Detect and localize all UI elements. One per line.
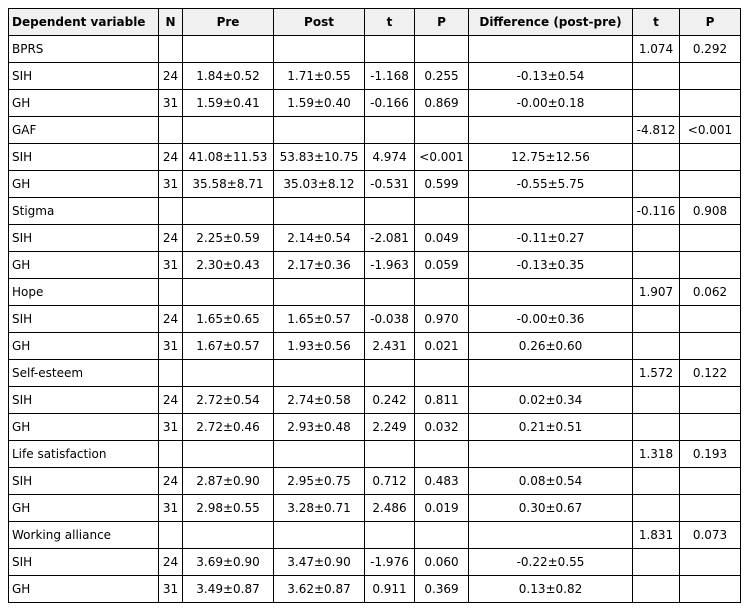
pre-value: 1.67±0.57 <box>183 333 274 360</box>
between-t-value: 1.831 <box>633 522 680 549</box>
empty-cell <box>183 441 274 468</box>
p-value: 0.049 <box>415 225 469 252</box>
header-difference: Difference (post-pre) <box>469 9 633 36</box>
empty-cell <box>183 36 274 63</box>
empty-cell <box>633 225 680 252</box>
post-value: 53.83±10.75 <box>274 144 365 171</box>
pre-value: 2.25±0.59 <box>183 225 274 252</box>
empty-cell <box>274 441 365 468</box>
n-value: 24 <box>159 63 183 90</box>
empty-cell <box>633 171 680 198</box>
t-value: -1.976 <box>365 549 415 576</box>
group-label: GH <box>9 90 159 117</box>
empty-cell <box>274 522 365 549</box>
header-p-between: P <box>680 9 741 36</box>
empty-cell <box>365 36 415 63</box>
empty-cell <box>159 198 183 225</box>
between-t-value: -4.812 <box>633 117 680 144</box>
empty-cell <box>415 36 469 63</box>
empty-cell <box>365 198 415 225</box>
group-row <box>9 198 741 225</box>
post-value: 2.95±0.75 <box>274 468 365 495</box>
variable-name: BPRS <box>9 36 159 63</box>
n-value: 24 <box>159 306 183 333</box>
empty-cell <box>680 252 741 279</box>
between-t-value: -0.116 <box>633 198 680 225</box>
empty-cell <box>633 576 680 603</box>
post-value: 3.47±0.90 <box>274 549 365 576</box>
empty-cell <box>469 279 633 306</box>
pre-value: 41.08±11.53 <box>183 144 274 171</box>
post-value: 35.03±8.12 <box>274 171 365 198</box>
post-value: 3.62±0.87 <box>274 576 365 603</box>
post-value: 3.28±0.71 <box>274 495 365 522</box>
p-value: 0.060 <box>415 549 469 576</box>
group-label: GH <box>9 171 159 198</box>
t-value: -0.038 <box>365 306 415 333</box>
empty-cell <box>415 198 469 225</box>
pre-value: 1.65±0.65 <box>183 306 274 333</box>
p-value: 0.970 <box>415 306 469 333</box>
empty-cell <box>159 279 183 306</box>
pre-value: 2.87±0.90 <box>183 468 274 495</box>
header-t-between: t <box>633 9 680 36</box>
group-label: SIH <box>9 549 159 576</box>
n-value: 31 <box>159 252 183 279</box>
empty-cell <box>365 360 415 387</box>
table-row <box>9 306 741 333</box>
n-value: 31 <box>159 414 183 441</box>
table-row <box>9 63 741 90</box>
empty-cell <box>183 198 274 225</box>
between-t-value: 1.572 <box>633 360 680 387</box>
n-value: 31 <box>159 90 183 117</box>
group-label: SIH <box>9 387 159 414</box>
n-value: 24 <box>159 144 183 171</box>
empty-cell <box>633 549 680 576</box>
t-value: 0.911 <box>365 576 415 603</box>
between-p-value: 0.908 <box>680 198 741 225</box>
pre-value: 1.59±0.41 <box>183 90 274 117</box>
t-value: 4.974 <box>365 144 415 171</box>
post-value: 2.93±0.48 <box>274 414 365 441</box>
p-value: 0.369 <box>415 576 469 603</box>
group-label: GH <box>9 414 159 441</box>
t-value: 2.431 <box>365 333 415 360</box>
table-row <box>9 414 741 441</box>
empty-cell <box>159 117 183 144</box>
table-row <box>9 576 741 603</box>
between-p-value: 0.292 <box>680 36 741 63</box>
variable-name: Life satisfaction <box>9 441 159 468</box>
header-t-within: t <box>365 9 415 36</box>
n-value: 24 <box>159 549 183 576</box>
difference-value: -0.13±0.54 <box>469 63 633 90</box>
empty-cell <box>159 36 183 63</box>
p-value: 0.599 <box>415 171 469 198</box>
p-value: <0.001 <box>415 144 469 171</box>
table-row <box>9 144 741 171</box>
pre-value: 3.49±0.87 <box>183 576 274 603</box>
variable-name: Stigma <box>9 198 159 225</box>
difference-value: 0.26±0.60 <box>469 333 633 360</box>
empty-cell <box>469 441 633 468</box>
empty-cell <box>680 549 741 576</box>
table-row <box>9 333 741 360</box>
table-row <box>9 387 741 414</box>
group-row <box>9 279 741 306</box>
empty-cell <box>680 90 741 117</box>
header-p-within: P <box>415 9 469 36</box>
group-label: GH <box>9 495 159 522</box>
empty-cell <box>183 360 274 387</box>
table-row <box>9 171 741 198</box>
n-value: 24 <box>159 387 183 414</box>
between-p-value: 0.122 <box>680 360 741 387</box>
n-value: 31 <box>159 576 183 603</box>
post-value: 2.17±0.36 <box>274 252 365 279</box>
empty-cell <box>159 441 183 468</box>
p-value: 0.032 <box>415 414 469 441</box>
difference-value: 12.75±12.56 <box>469 144 633 171</box>
pre-value: 1.84±0.52 <box>183 63 274 90</box>
group-label: SIH <box>9 468 159 495</box>
between-p-value: 0.193 <box>680 441 741 468</box>
p-value: 0.811 <box>415 387 469 414</box>
difference-value: -0.55±5.75 <box>469 171 633 198</box>
empty-cell <box>469 522 633 549</box>
results-table <box>8 8 741 603</box>
p-value: 0.019 <box>415 495 469 522</box>
table-row <box>9 549 741 576</box>
group-row <box>9 117 741 144</box>
empty-cell <box>633 144 680 171</box>
empty-cell <box>415 117 469 144</box>
empty-cell <box>274 279 365 306</box>
empty-cell <box>469 360 633 387</box>
empty-cell <box>415 279 469 306</box>
group-label: GH <box>9 252 159 279</box>
group-label: SIH <box>9 144 159 171</box>
between-t-value: 1.318 <box>633 441 680 468</box>
between-p-value: 0.073 <box>680 522 741 549</box>
group-row <box>9 441 741 468</box>
variable-name: GAF <box>9 117 159 144</box>
empty-cell <box>274 117 365 144</box>
p-value: 0.869 <box>415 90 469 117</box>
difference-value: 0.30±0.67 <box>469 495 633 522</box>
empty-cell <box>680 171 741 198</box>
difference-value: 0.08±0.54 <box>469 468 633 495</box>
empty-cell <box>274 198 365 225</box>
post-value: 1.59±0.40 <box>274 90 365 117</box>
variable-name: Hope <box>9 279 159 306</box>
post-value: 1.71±0.55 <box>274 63 365 90</box>
t-value: 0.712 <box>365 468 415 495</box>
n-value: 24 <box>159 468 183 495</box>
post-value: 2.14±0.54 <box>274 225 365 252</box>
n-value: 31 <box>159 495 183 522</box>
empty-cell <box>183 279 274 306</box>
empty-cell <box>633 495 680 522</box>
empty-cell <box>469 36 633 63</box>
difference-value: -0.13±0.35 <box>469 252 633 279</box>
empty-cell <box>183 117 274 144</box>
group-label: SIH <box>9 306 159 333</box>
difference-value: -0.22±0.55 <box>469 549 633 576</box>
pre-value: 2.30±0.43 <box>183 252 274 279</box>
variable-name: Self-esteem <box>9 360 159 387</box>
empty-cell <box>274 360 365 387</box>
empty-cell <box>680 495 741 522</box>
group-row <box>9 36 741 63</box>
post-value: 2.74±0.58 <box>274 387 365 414</box>
group-label: GH <box>9 576 159 603</box>
empty-cell <box>159 522 183 549</box>
table-row <box>9 252 741 279</box>
empty-cell <box>274 36 365 63</box>
table-row <box>9 225 741 252</box>
t-value: -0.166 <box>365 90 415 117</box>
difference-value: 0.21±0.51 <box>469 414 633 441</box>
t-value: -1.168 <box>365 63 415 90</box>
empty-cell <box>680 333 741 360</box>
empty-cell <box>633 63 680 90</box>
pre-value: 2.72±0.46 <box>183 414 274 441</box>
group-row <box>9 360 741 387</box>
pre-value: 2.72±0.54 <box>183 387 274 414</box>
empty-cell <box>415 360 469 387</box>
difference-value: -0.00±0.18 <box>469 90 633 117</box>
group-label: SIH <box>9 63 159 90</box>
empty-cell <box>365 441 415 468</box>
empty-cell <box>633 306 680 333</box>
variable-name: Working alliance <box>9 522 159 549</box>
table-body <box>9 36 741 603</box>
p-value: 0.059 <box>415 252 469 279</box>
pre-value: 3.69±0.90 <box>183 549 274 576</box>
between-p-value: <0.001 <box>680 117 741 144</box>
p-value: 0.021 <box>415 333 469 360</box>
table-row <box>9 90 741 117</box>
header-n: N <box>159 9 183 36</box>
n-value: 24 <box>159 225 183 252</box>
empty-cell <box>365 522 415 549</box>
empty-cell <box>680 468 741 495</box>
empty-cell <box>680 414 741 441</box>
n-value: 31 <box>159 333 183 360</box>
difference-value: 0.13±0.82 <box>469 576 633 603</box>
post-value: 1.65±0.57 <box>274 306 365 333</box>
t-value: -0.531 <box>365 171 415 198</box>
header-dependent-variable: Dependent variable <box>9 9 159 36</box>
t-value: -2.081 <box>365 225 415 252</box>
difference-value: 0.02±0.34 <box>469 387 633 414</box>
empty-cell <box>633 414 680 441</box>
empty-cell <box>159 360 183 387</box>
between-p-value: 0.062 <box>680 279 741 306</box>
table-row <box>9 468 741 495</box>
empty-cell <box>469 198 633 225</box>
empty-cell <box>680 387 741 414</box>
empty-cell <box>469 117 633 144</box>
empty-cell <box>680 225 741 252</box>
empty-cell <box>633 252 680 279</box>
header-row <box>9 9 741 36</box>
table-row <box>9 495 741 522</box>
header-post: Post <box>274 9 365 36</box>
empty-cell <box>415 522 469 549</box>
empty-cell <box>680 306 741 333</box>
group-label: GH <box>9 333 159 360</box>
t-value: 0.242 <box>365 387 415 414</box>
n-value: 31 <box>159 171 183 198</box>
pre-value: 35.58±8.71 <box>183 171 274 198</box>
empty-cell <box>365 279 415 306</box>
p-value: 0.255 <box>415 63 469 90</box>
empty-cell <box>633 387 680 414</box>
difference-value: -0.11±0.27 <box>469 225 633 252</box>
empty-cell <box>633 333 680 360</box>
empty-cell <box>680 144 741 171</box>
group-label: SIH <box>9 225 159 252</box>
t-value: 2.249 <box>365 414 415 441</box>
post-value: 1.93±0.56 <box>274 333 365 360</box>
empty-cell <box>365 117 415 144</box>
between-t-value: 1.907 <box>633 279 680 306</box>
difference-value: -0.00±0.36 <box>469 306 633 333</box>
t-value: 2.486 <box>365 495 415 522</box>
between-t-value: 1.074 <box>633 36 680 63</box>
group-row <box>9 522 741 549</box>
header-pre: Pre <box>183 9 274 36</box>
empty-cell <box>633 90 680 117</box>
empty-cell <box>183 522 274 549</box>
empty-cell <box>680 576 741 603</box>
empty-cell <box>633 468 680 495</box>
p-value: 0.483 <box>415 468 469 495</box>
t-value: -1.963 <box>365 252 415 279</box>
empty-cell <box>680 63 741 90</box>
pre-value: 2.98±0.55 <box>183 495 274 522</box>
empty-cell <box>415 441 469 468</box>
